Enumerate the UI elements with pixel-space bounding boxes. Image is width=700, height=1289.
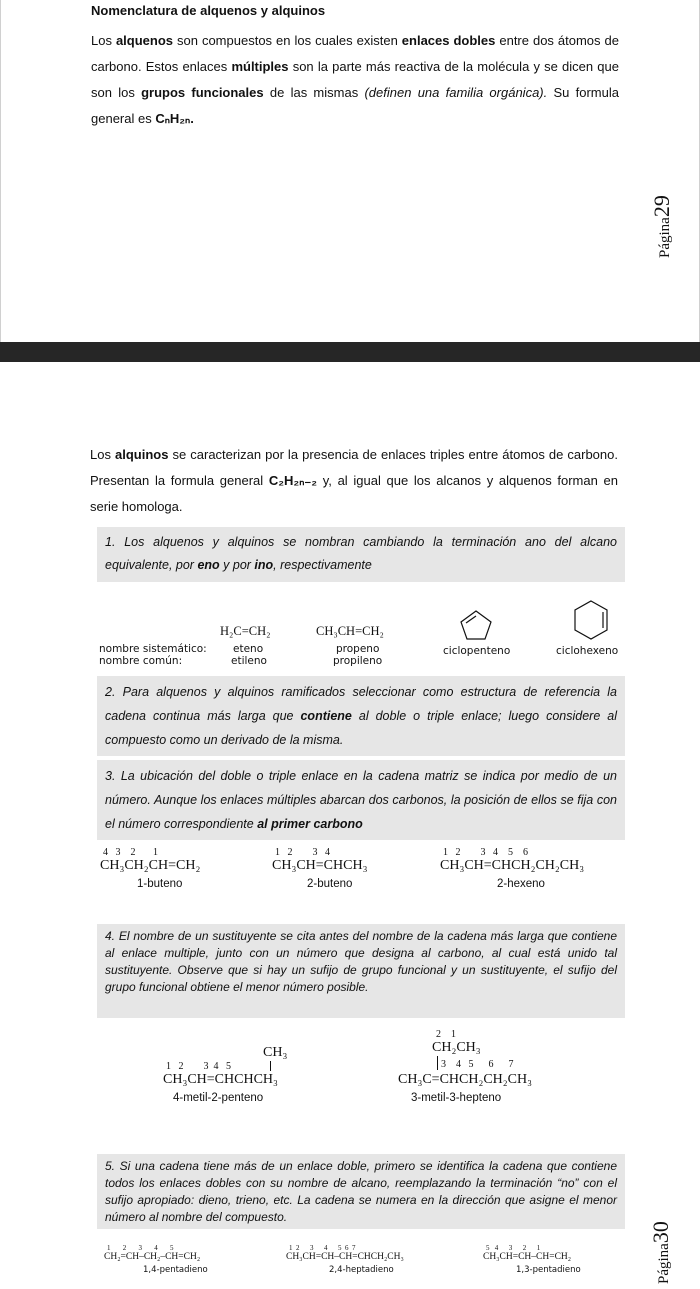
hexeno-formula: CH₃CH=CHCH₂CH₂CH₃: [440, 858, 585, 873]
rule-1-box: 1. Los alquenos y alquinos se nombran cambiando la terminación ano del alcano equivalente, por eno y por ino, respectivamente: [97, 527, 625, 582]
etileno-name: etileno: [231, 655, 267, 667]
alquenos-intro-paragraph: Los alquenos son compuestos en los cuales existen enlaces dobles entre dos átomos de carbono. Estos enlaces múltiples son la parte más reactiva de la molécula y se dicen que son los grupos funcionales de las mismas (definen una familia orgánica). Su formula general es CₙH₂ₙ.: [91, 33, 619, 126]
hepteno-ethyl-branch: CH₂CH₃: [432, 1040, 481, 1055]
page-number-29: Página29: [649, 195, 674, 258]
rule-2-box: 2. Para alquenos y alquinos ramificados seleccionar como estructura de referencia la cadena continua más larga que contiene al doble o triple enlace; luego considere al compuesto como un derivado de la misma.: [97, 676, 625, 756]
buteno1-numbering: 4 3 2 1: [103, 847, 158, 858]
eteno-formula: H₂C=CH₂: [220, 624, 271, 638]
buteno2-name: 2-buteno: [307, 878, 353, 890]
hepteno-numbering: 3 4 5 6 7: [441, 1059, 514, 1070]
pentadieno14-name: 1,4-pentadieno: [143, 1265, 208, 1275]
eteno-name: eteno: [233, 643, 264, 655]
heptadieno24-numbering: 1 2 3 4 5 6 7: [289, 1244, 356, 1252]
pentadieno13-name: 1,3-pentadieno: [516, 1265, 581, 1275]
hepteno-branch-bond: [437, 1056, 438, 1070]
penteno-branch-bond: [270, 1061, 271, 1071]
label-common-name: nombre común:: [99, 655, 183, 667]
pentadieno13-formula: CH₃CH=CH–CH=CH₂: [483, 1252, 572, 1262]
penteno-numbering: 1 2 3 4 5: [166, 1061, 231, 1072]
page-separator: [0, 342, 700, 362]
rule-3-box: 3. La ubicación del doble o triple enlace en la cadena matriz se indica por medio de un número. Aunque los enlaces múltiples abarcan dos carbonos, la posición de ellos se fija con el número correspondiente al primer carbono: [97, 760, 625, 840]
page-title: Nomenclatura de alquenos y alquinos: [91, 3, 326, 18]
buteno1-name: 1-buteno: [137, 878, 183, 890]
pentadieno13-numbering: 5 4 3 2 1: [486, 1244, 541, 1252]
alquinos-paragraph: Los alquinos se caracterizan por la presencia de enlaces triples entre átomos de carbono. Presentan la formula general C₂H₂ₙ₋₂ y, al igual que los alcanos y alquenos forman en serie homologa.: [90, 447, 618, 514]
cyclohexene-ring-icon: [572, 598, 610, 642]
penteno-name: 4-metil-2-penteno: [173, 1092, 264, 1104]
label-systematic-name: nombre sistemático:: [99, 643, 207, 655]
pentadieno14-formula: CH₂=CH–CH₂–CH=CH₂: [104, 1252, 201, 1262]
hepteno-formula: CH₃C=CHCH₂CH₂CH₃: [398, 1072, 532, 1087]
propileno-name: propileno: [333, 655, 383, 667]
heptadieno24-name: 2,4-heptadieno: [329, 1265, 394, 1275]
buteno2-numbering: 1 2 3 4: [275, 847, 330, 858]
hexeno-name: 2-hexeno: [497, 878, 545, 890]
penteno-formula: CH₃CH=CHCHCH₃: [163, 1072, 278, 1087]
document-page-29: [0, 0, 700, 342]
hexeno-numbering: 1 2 3 4 5 6: [443, 847, 528, 858]
hepteno-branch-numbering: 2 1: [436, 1029, 456, 1040]
rule-5-box: 5. Si una cadena tiene más de un enlace doble, primero se identifica la cadena que contiene todos los enlaces dobles con su nombre de alcano, reemplazando la terminación “no” con el sufijo apropiado: dieno, trieno, etc. La cadena se numera en la dirección que asigne el menor número al nombre del compuesto.: [97, 1154, 625, 1229]
penteno-methyl-branch: CH₃: [263, 1045, 288, 1060]
buteno2-formula: CH₃CH=CHCH₃: [272, 858, 368, 873]
ciclohexeno-name: ciclohexeno: [556, 645, 619, 657]
rule-4-box: 4. El nombre de un sustituyente se cita antes del nombre de la cadena más larga que contiene al enlace multiple, junto con un número que designa al carbono, al cual está unido tal sustituyente. Observe que si hay un sufijo de grupo funcional y un sustituyente, el sufijo del grupo funcional obtiene el menor número posible.: [97, 924, 625, 1018]
propeno-formula: CH₃CH=CH₂: [316, 624, 384, 638]
heptadieno24-formula: CH₃CH=CH–CH=CHCH₂CH₃: [286, 1252, 404, 1262]
pentadieno14-numbering: 1 2 3 4 5: [107, 1244, 174, 1252]
document-page-30: [0, 362, 700, 1289]
buteno1-formula: CH₃CH₂CH=CH₂: [100, 858, 201, 873]
hepteno-name: 3-metil-3-hepteno: [411, 1092, 502, 1104]
propeno-name: propeno: [336, 643, 380, 655]
ciclopenteno-name: ciclopenteno: [443, 645, 511, 657]
page-number-30: Página30: [648, 1221, 673, 1284]
cyclopentene-ring-icon: [458, 608, 494, 642]
